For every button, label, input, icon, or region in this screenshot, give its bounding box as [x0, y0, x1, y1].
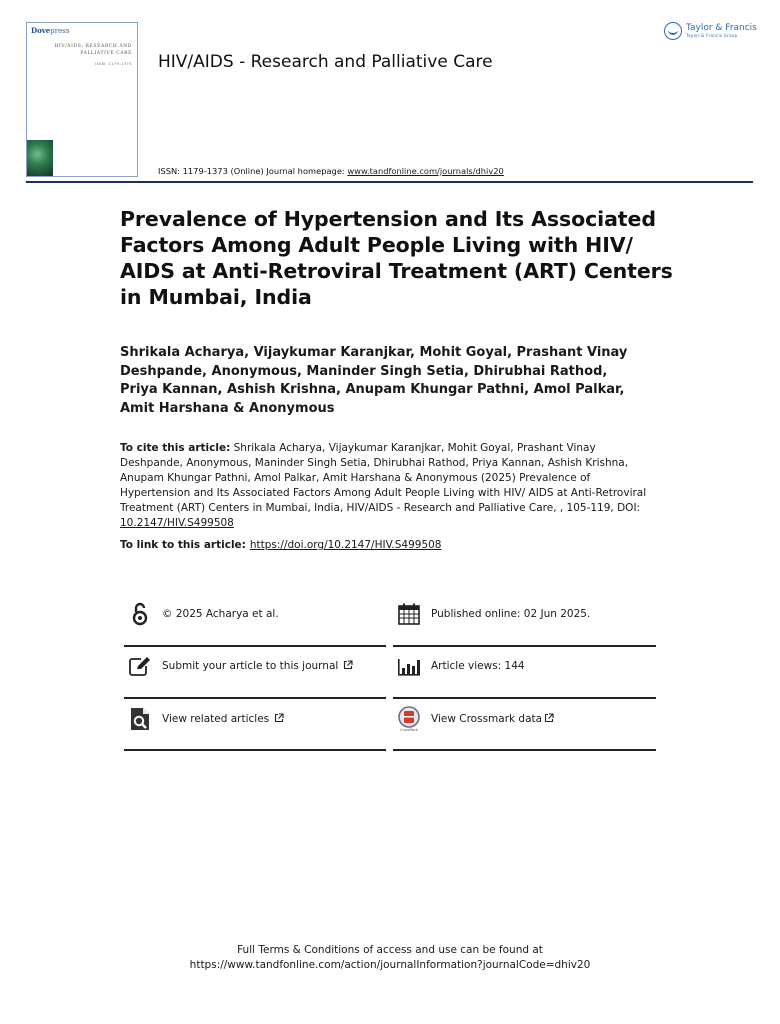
issn-text: ISSN: 1179-1373 (Online) Journal homepage:: [158, 166, 348, 176]
publisher-name: Taylor & Francis: [686, 23, 757, 33]
cover-title: HIV/AIDS: RESEARCH AND PALLIATIVE CARE: [54, 44, 132, 56]
cover-publisher: Dovepress: [31, 26, 70, 35]
related-articles-text: View related articles: [162, 713, 270, 725]
journal-cover-thumbnail: [26, 22, 138, 177]
journal-homepage-link[interactable]: www.tandfonline.com/journals/dhiv20: [347, 166, 504, 176]
copyright-text: © 2025 Acharya et al.: [162, 608, 279, 620]
cite-label: To cite this article:: [120, 442, 231, 454]
terms-url[interactable]: https://www.tandfonline.com/action/journalInformation?journalCode=dhiv20: [189, 959, 591, 971]
link-label: To link to this article:: [120, 539, 246, 551]
crossmark-text: View Crossmark data: [431, 713, 543, 725]
submit-article-link[interactable]: [124, 640, 386, 692]
copyright-cell: [124, 588, 386, 640]
divider: [124, 749, 386, 751]
external-link-icon: [544, 713, 554, 723]
taylor-francis-logo: [664, 22, 757, 40]
open-access-icon: [128, 602, 152, 626]
view-related-articles-link[interactable]: [124, 693, 386, 745]
external-link-icon: [274, 713, 284, 723]
view-crossmark-link[interactable]: [393, 693, 655, 745]
journal-title: HIV/AIDS - Research and Palliative Care: [158, 52, 493, 72]
article-link-line: [120, 539, 441, 551]
external-link-icon: [343, 660, 353, 670]
search-document-icon: [128, 707, 152, 731]
article-title: Prevalence of Hypertension and Its Associated Factors Among Adult People Living with HIV/ AIDS at Anti-Retroviral Treatment (ART) Centers in Mumbai, India: [120, 207, 673, 309]
bar-chart-icon: [397, 654, 421, 678]
terms-footer: [0, 943, 780, 973]
crossmark-icon: [397, 707, 421, 731]
terms-text: Full Terms & Conditions of access and use can be found at: [237, 944, 543, 956]
article-doi-link[interactable]: https://doi.org/10.2147/HIV.S499508: [249, 539, 442, 551]
publisher-subtitle: Taylor & Francis Group: [686, 33, 738, 38]
edit-icon: [128, 654, 152, 678]
issn-line: [158, 166, 504, 176]
calendar-icon: [397, 602, 421, 626]
article-views-cell: [393, 640, 655, 692]
article-authors: Shrikala Acharya, Vijaykumar Karanjkar, Mohit Goyal, Prashant Vinay Deshpande, Anonymous, Maninder Singh Setia, Dhirubhai Rathod, Priya Kannan, Ashish Krishna, Anupam Khungar Pathni, Amol Palkar, Amit Harshana & Anonymous: [120, 345, 628, 416]
citation: [120, 441, 650, 531]
cover-issn: ISSN: 1179-1373: [95, 62, 132, 66]
published-date: Published online: 02 Jun 2025.: [431, 608, 591, 620]
svg-text:CrossMark: CrossMark: [400, 728, 418, 732]
cite-text: Shrikala Acharya, Vijaykumar Karanjkar, Mohit Goyal, Prashant Vinay Deshpande, Anonymous, Maninder Singh Setia, Dhirubhai Rathod, Priya Kannan, Ashish Krishna, Anupam Khungar Pathni, Amol Palkar, Amit Harshana & Anonymous (2025) Prevalence of Hypertension and Its Associated Factors Among Adult People Living with HIV/ AIDS at Anti-Retroviral Treatment (ART) Centers in Mumbai, India, HIV/AIDS - Research and Palliative Care, , 105-119, DOI:: [120, 442, 647, 514]
cover-image: [27, 140, 53, 176]
article-views: Article views: 144: [431, 660, 525, 672]
divider: [393, 749, 656, 751]
lamp-logo-icon: [664, 22, 682, 40]
header-rule: [26, 181, 753, 183]
submit-article-text: Submit your article to this journal: [162, 660, 339, 672]
cite-doi-link[interactable]: 10.2147/HIV.S499508: [120, 517, 234, 529]
published-cell: [393, 588, 655, 640]
